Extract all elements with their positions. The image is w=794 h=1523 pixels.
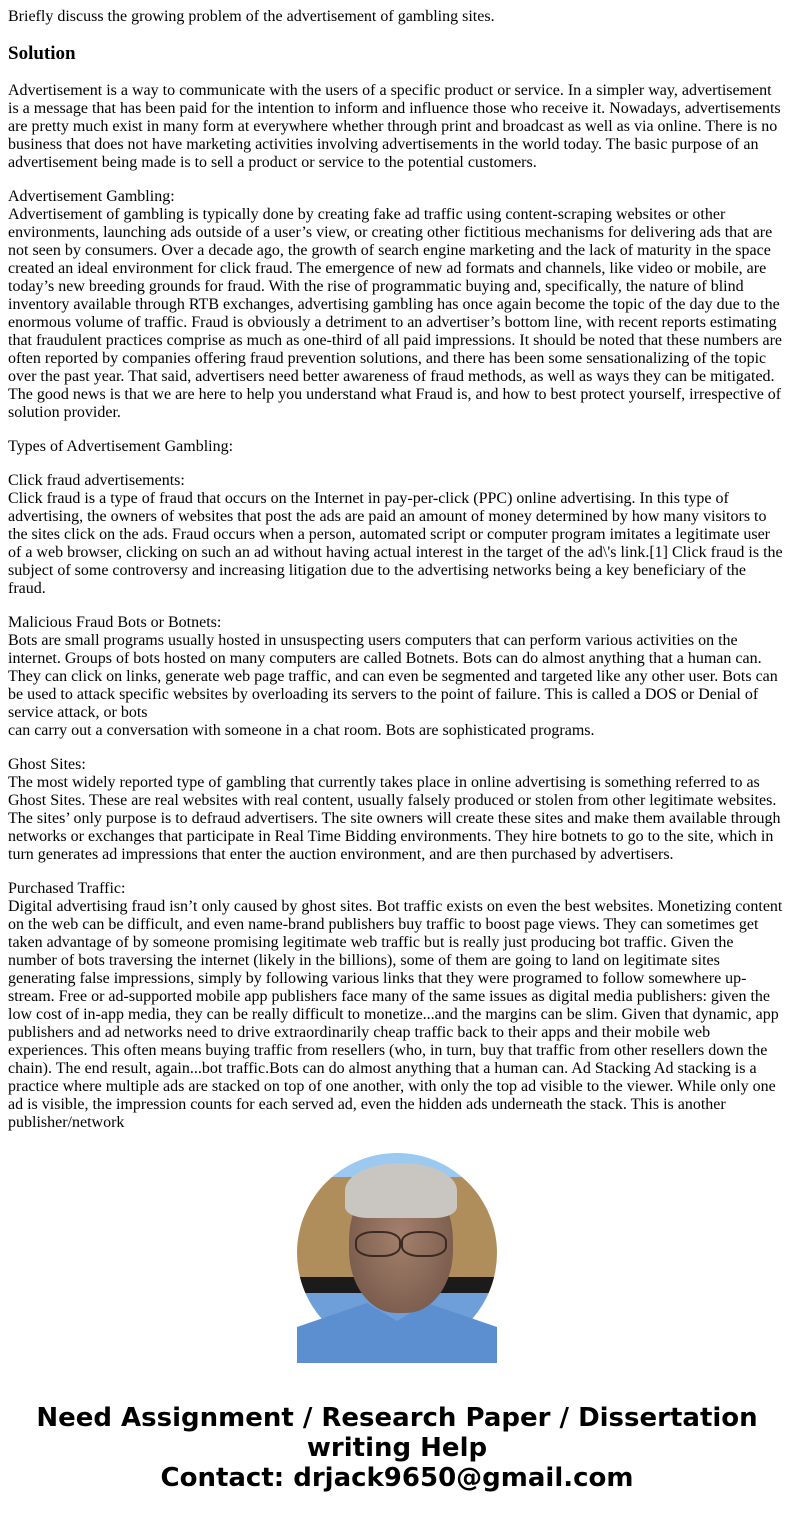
solution-document [8, 0, 786, 1131]
paragraph-types-heading: Types of Advertisement Gambling: [8, 438, 234, 455]
author-avatar [297, 1153, 497, 1353]
avatar-glasses-right [401, 1231, 447, 1257]
solution-heading: Solution [8, 43, 76, 64]
contact-email: Contact: drjack9650@gmail.com [160, 1463, 634, 1493]
paragraph-intro: Advertisement is a way to communicate with the users of a specific product or service. In a simpler way, advertisement is a message that has been paid for the intention to inform and influence those who receive it. Nowadays, advertisements are pretty much exist in many form at everywhere whether through print and broadcast as well as via online. There is no business that does not have marketing activities involving advertisements in the world today. The basic purpose of an advertisement being made is to sell a product or service to the potential customers. [8, 82, 781, 171]
paragraph-ghost-sites: Ghost Sites: The most widely reported type of gambling that currently takes place in online advertising is something referred to as Ghost Sites. These are real websites with real content, usually falsely produced or stolen from other legitimate websites. The sites’ only purpose is to defraud advertisers. The site owners will create these sites and make them available through networks or exchanges that participate in Real Time Bidding environments. They hire botnets to go to the site, which in turn generates ad impressions that enter the auction environment, and are then purchased by advertisers. [8, 756, 781, 863]
contact-banner [0, 1403, 794, 1493]
paragraph-purchased-traffic: Purchased Traffic: Digital advertising fraud isn’t only caused by ghost sites. Bot traffic exists on even the best websites. Monetizing content on the web can be difficult, and even name-brand publishers buy traffic to boost page views. They can sometimes get taken advantage of by someone promising legitimate web traffic but is really just producing bot traffic. Given the number of bots traversing the internet (likely in the billions), some of them are going to land on legitimate sites generating false impressions, simply by following various links that they were programed to follow somewhere up-stream. Free or ad-supported mobile app publishers face many of the same issues as digital media publishers: given the low cost of in-app media, they can be really difficult to monetize...and the margins can be slim. Given that dynamic, app publishers and ad networks need to drive extraordinarily cheap traffic back to their apps and their mobile web experiences. This often means buying traffic from resellers (who, in turn, buy that traffic from other resellers down the chain). The end result, again...bot traffic.Bots can do almost anything that a human can. Ad Stacking Ad stacking is a practice where multiple ads are stacked on top of one another, with only the top ad visible to the viewer. While only one ad is visible, the impression counts for each served ad, even the hidden ads underneath the stack. This is another publisher/network [8, 880, 783, 1131]
help-text: Need Assignment / Research Paper / Dissertation writing Help [36, 1403, 758, 1463]
paragraph-advertisement-gambling: Advertisement Gambling: Advertisement of gambling is typically done by creating fake ad traffic using content-scraping websites or other environments, launching ads outside of a user’s view, or creating other fictitious mechanisms for delivering ads that are not seen by consumers. Over a decade ago, the growth of search engine marketing and the lack of maturity in the space created an ideal environment for click fraud. The emergence of new ad formats and channels, like video or mobile, are today’s new breeding grounds for fraud. With the rise of programmatic buying and, specifically, the nature of blind inventory available through RTB exchanges, advertising gambling has once again become the topic of the day due to the enormous volume of traffic. Fraud is obviously a detriment to an advertiser’s bottom line, with recent reports estimating that fraudulent practices comprise as much as one-third of all paid impressions. It should be noted that these numbers are often reported by companies offering fraud prevention solutions, and there has been some sensationalizing of the topic over the past year. That said, advertisers need better awareness of fraud methods, as well as ways they can be mitigated. The good news is that we are here to help you understand what Fraud is, and how to best protect yourself, irrespective of solution provider. [8, 188, 782, 421]
paragraph-click-fraud: Click fraud advertisements: Click fraud is a type of fraud that occurs on the Internet in pay-per-click (PPC) online advertising. In this type of advertising, the owners of websites that post the ads are paid an amount of money determined by how many visitors to the sites click on the ads. Fraud occurs when a person, automated script or computer program imitates a legitimate user of a web browser, clicking on such an ad without having actual interest in the target of the ad\'s link.[1] Click fraud is the subject of some controversy and increasing litigation due to the advertising networks being a key beneficiary of the fraud. [8, 472, 783, 597]
avatar-hair [345, 1163, 457, 1218]
question-text: Briefly discuss the growing problem of the advertisement of gambling sites. [8, 8, 495, 25]
avatar-glasses-left [355, 1231, 401, 1257]
paragraph-bots: Malicious Fraud Bots or Botnets: Bots are small programs usually hosted in unsuspecting users computers that can perform various activities on the internet. Groups of bots hosted on many computers are called Botnets. Bots can do almost anything that a human can. They can click on links, generate web page traffic, and can even be segmented and targeted like any other user. Bots can be used to attack specific websites by overloading its servers to the point of failure. This is called a DOS or Denial of service attack, or bots can carry out a conversation with someone in a chat room. Bots are sophisticated programs. [8, 614, 778, 739]
